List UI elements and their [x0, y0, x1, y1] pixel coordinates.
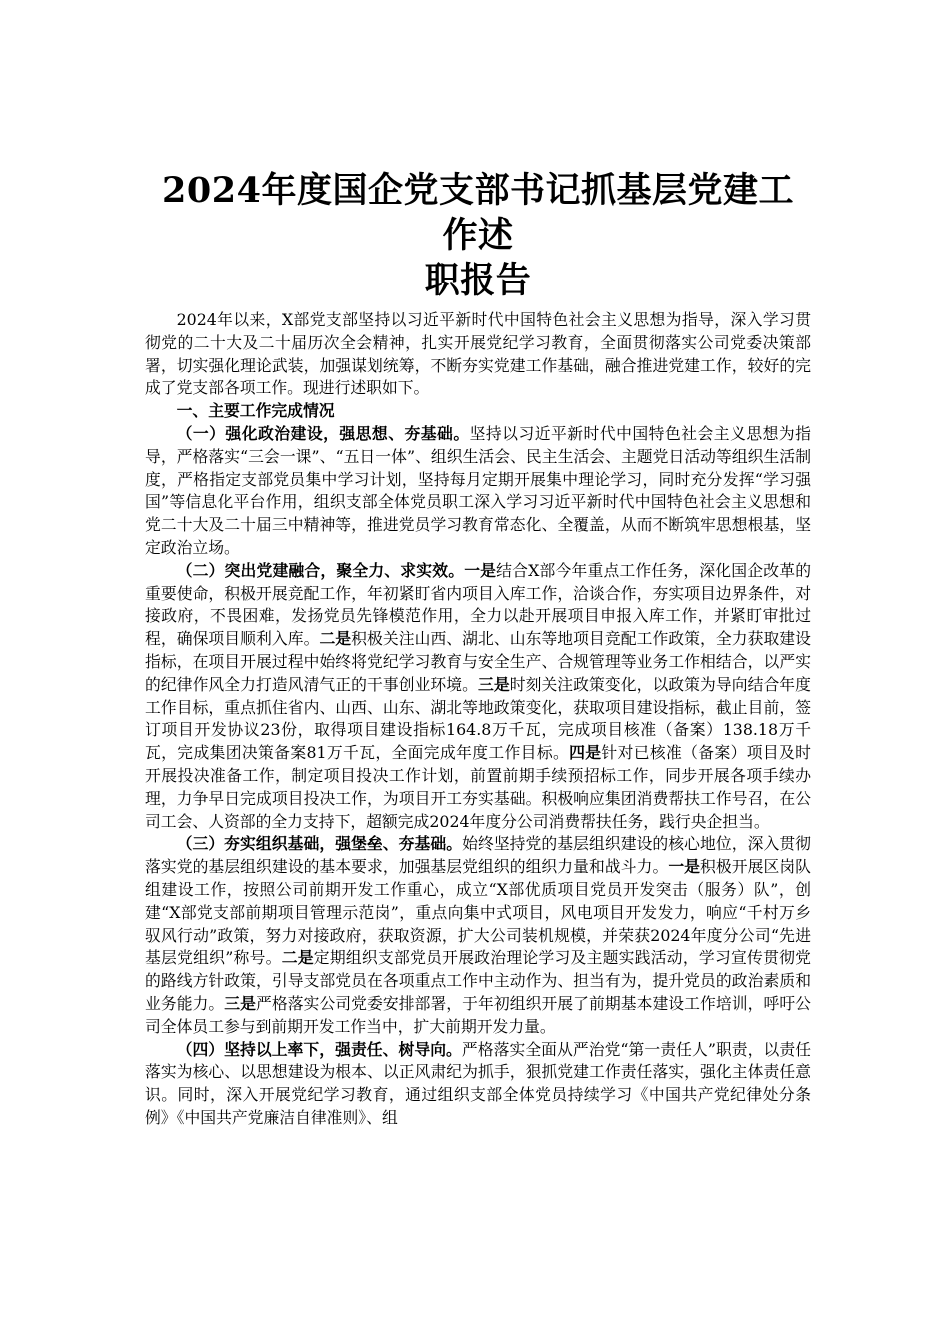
point-text-2: 定期组织支部党员开展政治理论学习及主题实践活动，学习宣传贯彻党的路线方针政策，引导支部党员在各项重点工作中主动作为、担当有为，提升党员的政治素质和业务能力。 — [145, 948, 811, 1013]
point-marker-1: 一是 — [464, 560, 497, 580]
point-text-3: 严格落实公司党委安排部署，于年初组织开展了前期基本建设工作培训，呼吁公司全体员工参与到前期开发工作当中，扩大前期开发力量。 — [145, 993, 811, 1036]
paragraph-lead-by-example — [145, 1039, 811, 1130]
paragraph-lead: （三）夯实组织基础，强堡垒、夯基础。 — [176, 834, 463, 854]
point-marker-2: 二是 — [281, 948, 314, 968]
paragraph-body: 严格落实全面从严治党“第一责任人”职责，以责任落实为核心、以思想建设为根本、以正风肃纪为抓手，狠抓党建工作责任落实，强化主体责任意识。同时，深入开展党纪学习教育，通过组织支部全体党员持续学习《中国共产党纪律处分条例》《中国共产党廉洁自律准则》、组 — [145, 1039, 811, 1127]
paragraph-body: 始终坚持党的基层组织建设的核心地位，深入贯彻落实党的基层组织建设的基本要求，加强基层党组织的组织力量和战斗力。 — [145, 834, 811, 877]
paragraph-body: 坚持以习近平新时代中国特色社会主义思想为指导，严格落实“三会一课”、“五日一体”、组织生活会、民主生活会、主题党日活动等组织生活制度，严格指定支部党员集中学习计划，坚持每月定期开展集中理论学习，同时充分发挥“学习强国”等信息化平台作用，组织支部全体党员职工深入学习习近平新时代中国特色社会主义思想和党二十大及二十届三中精神等，推进党员学习教育常态化、全覆盖，从而不断筑牢思想根基，坚定政治立场。 — [145, 423, 811, 557]
paragraph-lead: （四）坚持以上率下，强责任、树导向。 — [176, 1039, 462, 1059]
point-text-1: 积极开展区岗队组建设工作，按照公司前期开发工作重心，成立“X部优质项目党员开发突击（服务）队”，创建“X部党支部前期项目管理示范岗”，重点向集中式项目，风电项目开发发力，响应“千村万乡驭风行动”政策，努力对接政府，获取资源，扩大公司装机规模，并荣获2024年度分公司“先进基层党组织”称号。 — [145, 857, 811, 968]
section-heading-1: 一、主要工作完成情况 — [176, 401, 335, 421]
document-title — [145, 168, 811, 303]
document-page — [145, 168, 811, 1130]
paragraph-lead: （二）突出党建融合，聚全力、求实效。 — [176, 560, 465, 580]
paragraph-party-integration — [145, 560, 811, 834]
point-marker-1: 一是 — [668, 857, 701, 877]
point-marker-2: 二是 — [319, 629, 352, 649]
paragraph-lead: （一）强化政治建设，强思想、夯基础。 — [176, 423, 470, 443]
point-text-4: 针对已核准（备案）项目及时开展投决准备工作，制定项目投决工作计划，前置前期手续预招标工作，同步开展各项手续办理，力争早日完成项目投决工作，为项目开工夯实基础。积极响应集团消费帮扶工作号召，在公司工会、人资部的全力支持下，超额完成2024年度分公司消费帮扶任务，践行央企担当。 — [145, 743, 811, 831]
paragraph-organization-foundation — [145, 833, 811, 1038]
point-text-1: 结合X部今年重点工作任务，深化国企改革的重要使命，积极开展竞配工作，年初紧盯省内项目入库工作，洽谈合作，夯实项目边界条件，对接政府，不畏困难，发扬党员先锋模范作用，全力以赴开展项目申报入库工作，并紧盯审批过程，确保项目顺利入库。 — [145, 560, 811, 649]
point-text-2: 积极关注山西、湖北、山东等地项目竞配工作政策，全力获取建设指标，在项目开展过程中始终将党纪学习教育与安全生产、合规管理等业务工作相结合，以严实的纪律作风全力打造风清气正的干事创业环境。 — [145, 629, 811, 694]
point-marker-4: 四是 — [569, 743, 602, 763]
point-text-3: 时刻关注政策变化，以政策为导向结合年度工作目标，重点抓住省内、山西、山东、湖北等地政策变化，获取项目建设指标，截止目前，签订项目开发协议23份，取得项目建设指标164.8万千瓦，完成项目核准（备案）138.18万千瓦，完成集团决策备案81万千瓦，全面完成年度工作目标。 — [145, 674, 811, 763]
paragraph-political-building — [145, 423, 811, 560]
intro-paragraph: 2024年以来，X部党支部坚持以习近平新时代中国特色社会主义思想为指导，深入学习贯彻党的二十大及二十届历次全会精神，扎实开展党纪学习教育，全面贯彻落实公司党委决策部署，切实强化理论武装，加强谋划统筹，不断夯实党建工作基础，融合推进党建工作，较好的完成了党支部各项工作。现进行述职如下。 — [145, 310, 811, 398]
point-marker-3: 三是 — [224, 993, 257, 1013]
point-marker-3: 三是 — [478, 674, 510, 694]
title-line-1: 2024年度国企党支部书记抓基层党建工作述 — [162, 170, 794, 256]
title-line-2: 职报告 — [424, 260, 532, 301]
